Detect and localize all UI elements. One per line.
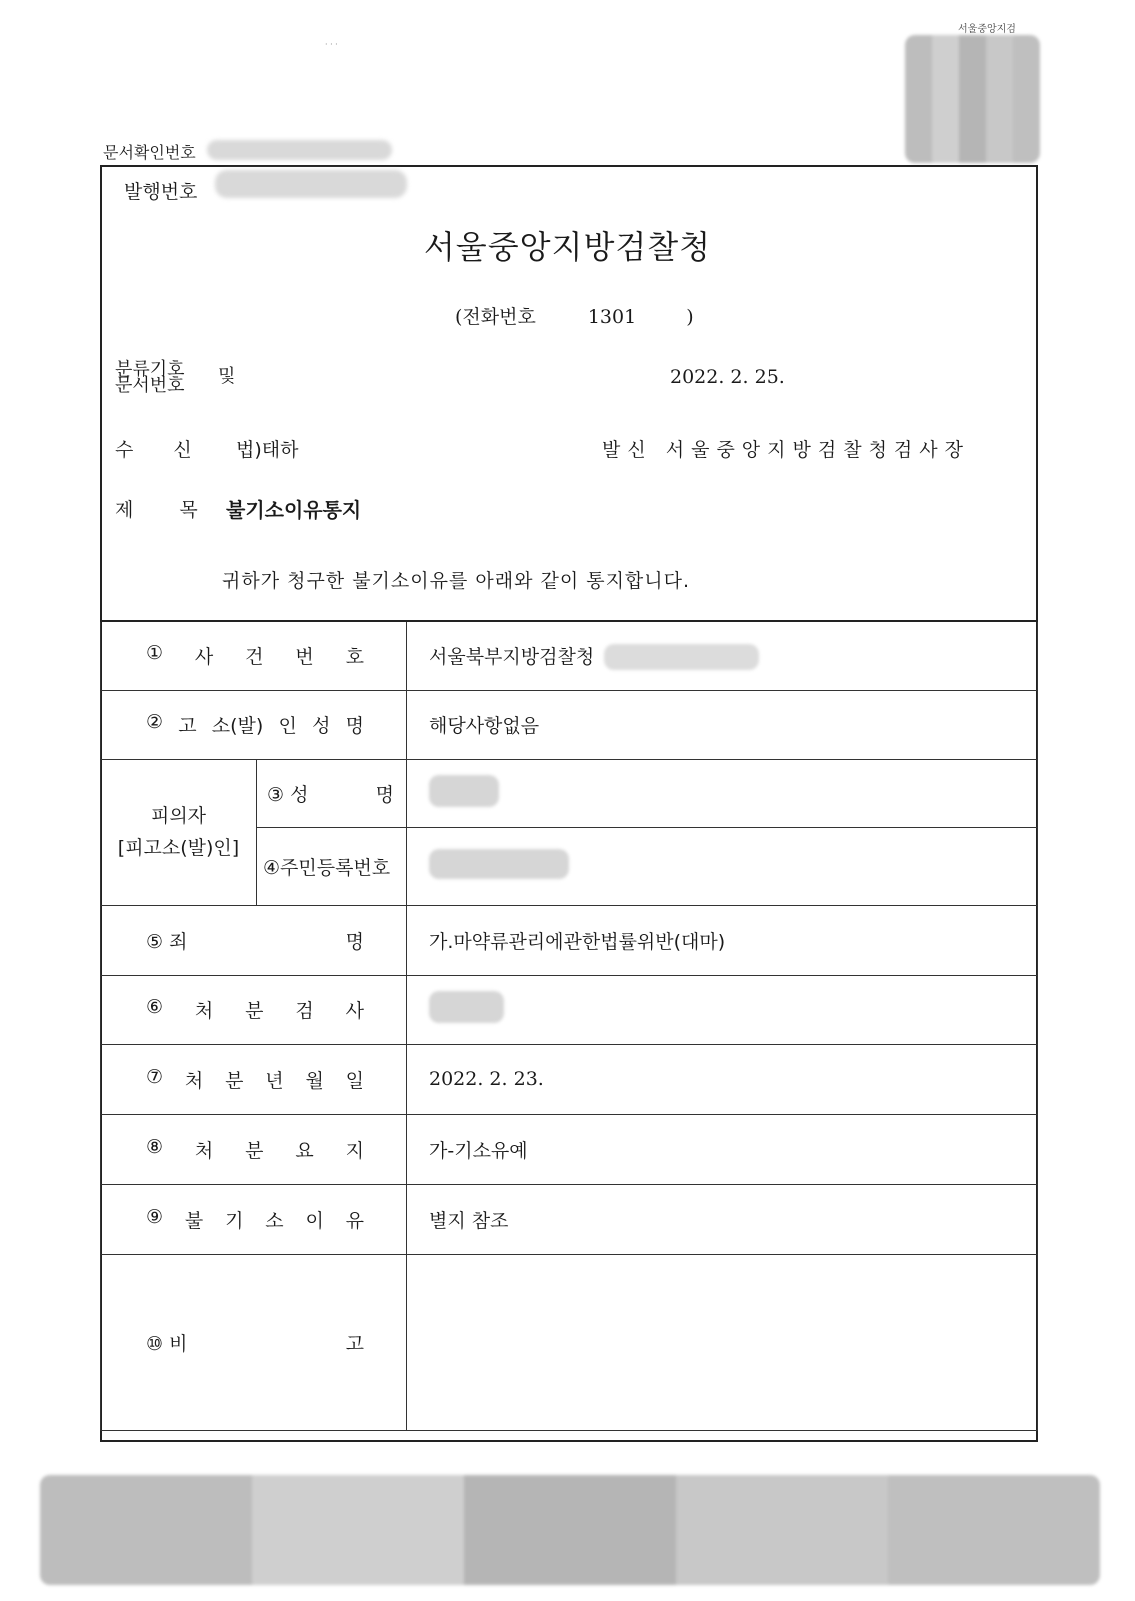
prosecutor-label: ⑥ 처 분 검 사 — [101, 975, 407, 1044]
subject-label: 제목 — [115, 499, 244, 521]
rrn-value — [407, 827, 1038, 905]
phone-line — [455, 302, 694, 329]
redacted-name — [429, 775, 499, 807]
redacted-issue-number — [215, 170, 407, 198]
table-row-crime — [101, 905, 1038, 975]
table-row-disposal-date — [101, 1044, 1038, 1114]
phone-close: ) — [686, 306, 694, 328]
table-row-complainant — [101, 690, 1038, 759]
classification-label — [115, 359, 185, 396]
rrn-label: ④주민등록번호 — [257, 827, 407, 905]
redacted-doc-confirm-number — [207, 140, 392, 160]
complainant-label: ② 고 소(발) 인 성 명 — [101, 690, 407, 759]
remarks-value — [407, 1254, 1038, 1430]
redacted-footer — [40, 1475, 1100, 1585]
redacted-rrn — [429, 849, 569, 879]
remarks-label: ⑩ 비 고 — [101, 1254, 407, 1430]
case-no-label: ① 사 건 번 호 — [101, 621, 407, 690]
name-label: ③ 성 명 — [257, 759, 407, 827]
classification-and: 및 — [218, 366, 236, 387]
doc-confirm-label: 문서확인번호 — [103, 143, 196, 162]
crime-value: 가.마약류관리에관한법률위반(대마) — [407, 905, 1038, 975]
name-value — [407, 759, 1038, 827]
document-date: 2022. 2. 25. — [670, 366, 785, 388]
disposal-date-label: ⑦ 처 분 년 월 일 — [101, 1044, 407, 1114]
disposal-summary-value: 가-기소유예 — [407, 1114, 1038, 1184]
intro-text: 귀하가 청구한 불기소이유를 아래와 같이 통지합니다. — [222, 570, 691, 592]
agency-title: 서울중앙지방검찰청 — [423, 228, 712, 266]
crime-label: ⑤ 죄 명 — [101, 905, 407, 975]
recipient-label: 수신 — [115, 439, 232, 461]
redacted-prosecutor — [429, 991, 504, 1023]
disposal-date-value: 2022. 2. 23. — [407, 1044, 1038, 1114]
table-row-suspect-name — [101, 759, 1038, 827]
table-row-prosecutor — [101, 975, 1038, 1044]
recipient-value: 법)태하 — [236, 439, 299, 461]
table-row-remarks — [101, 1254, 1038, 1430]
classification-label-line2: 문서번호 — [115, 375, 185, 396]
top-stamp-text: 서울중앙지검 — [958, 24, 1016, 35]
table-row-reason — [101, 1184, 1038, 1254]
case-no-value: 서울북부지방검찰청 — [407, 621, 1038, 690]
reason-value: 별지 참조 — [407, 1184, 1038, 1254]
subject-value: 불기소이유통지 — [226, 498, 362, 522]
phone-label: (전화번호 — [455, 306, 536, 328]
notice-table — [100, 620, 1038, 1431]
reason-label: ⑨ 불 기 소 이 유 — [101, 1184, 407, 1254]
redacted-case-number — [604, 644, 759, 670]
sender: 발신 서울중앙지방검찰청검사장 — [602, 439, 970, 461]
redacted-stamp — [905, 35, 1040, 163]
suspect-label: 피의자 [피고소(발)인] — [101, 759, 257, 905]
phone-number: 1301 — [587, 306, 637, 328]
scan-specks: · · · — [325, 40, 338, 49]
complainant-value: 해당사항없음 — [407, 690, 1038, 759]
prosecutor-value — [407, 975, 1038, 1044]
classification-label-line1: 분류기호 — [115, 359, 185, 380]
issue-number-label: 발행번호 — [124, 181, 198, 203]
table-row-disposal-summary — [101, 1114, 1038, 1184]
disposal-summary-label: ⑧ 처 분 요 지 — [101, 1114, 407, 1184]
table-row-case-no — [101, 621, 1038, 690]
